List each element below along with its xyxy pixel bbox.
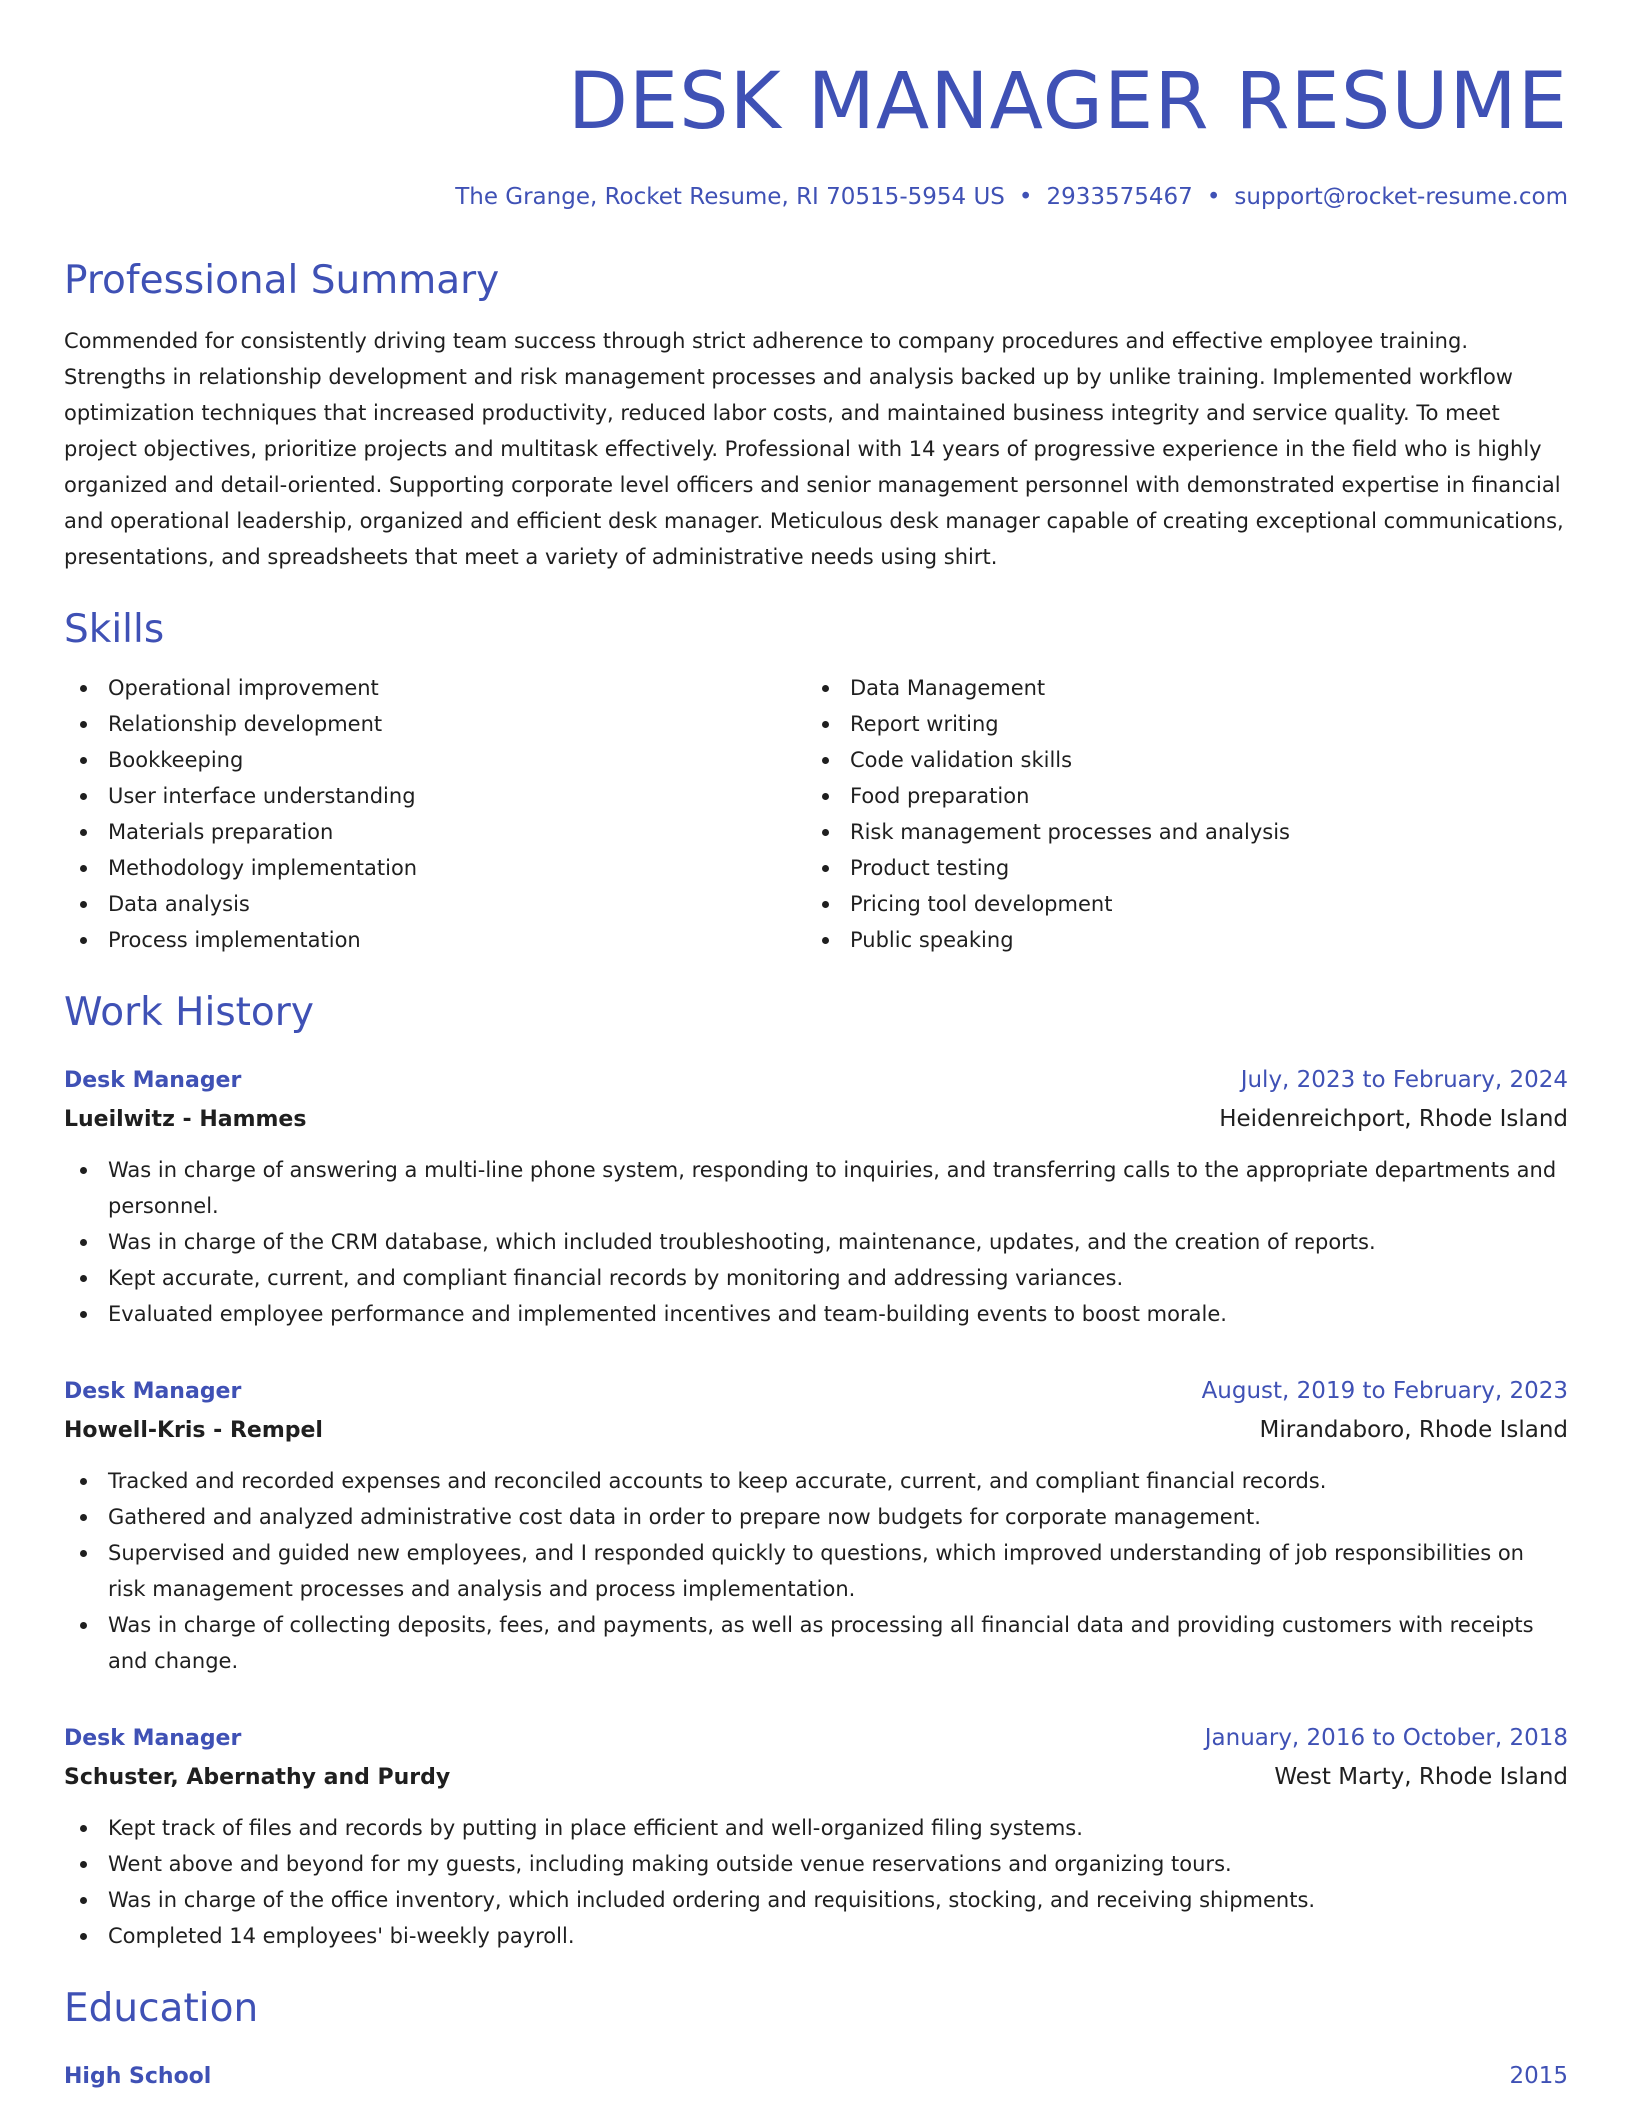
job-company: Schuster, Abernathy and Purdy bbox=[64, 1765, 451, 1790]
email: support@rocket-resume.com bbox=[1234, 184, 1568, 210]
resume-page bbox=[64, 0, 1568, 2095]
skills-list bbox=[64, 670, 1568, 958]
skills-column-left bbox=[64, 670, 806, 958]
job-bullet: Was in charge of collecting deposits, fees, and payments, as well as processing all financial data and providing customers with receipts and change. bbox=[64, 1607, 1568, 1679]
job-bullet: Was in charge of the office inventory, which included ordering and requisitions, stocking, and receiving shipments. bbox=[64, 1882, 1568, 1918]
education-heading: Education bbox=[64, 1986, 259, 2031]
job-bullet: Kept accurate, current, and compliant financial records by monitoring and addressing variances. bbox=[64, 1260, 1568, 1296]
contact-separator: • bbox=[1018, 184, 1033, 210]
job-location: West Marty, Rhode Island bbox=[1274, 1764, 1568, 1790]
education-degree: High School bbox=[64, 2064, 212, 2089]
job-bullet: Went above and beyond for my guests, including making outside venue reservations and organizing tours. bbox=[64, 1846, 1568, 1882]
job-company: Howell-Kris - Rempel bbox=[64, 1418, 323, 1443]
skill-item: Product testing bbox=[806, 850, 1548, 886]
skill-item: Report writing bbox=[806, 706, 1548, 742]
skill-item: Food preparation bbox=[806, 778, 1548, 814]
job-bullet: Supervised and guided new employees, and I responded quickly to questions, which improved understanding of job responsibilities on risk management processes and analysis and process implementation. bbox=[64, 1535, 1568, 1607]
skill-item: User interface understanding bbox=[64, 778, 806, 814]
skills-heading: Skills bbox=[64, 607, 165, 652]
job-role: Desk Manager bbox=[64, 1379, 242, 1404]
job-bullets bbox=[64, 1463, 1568, 1679]
job-entry bbox=[64, 1720, 1568, 1954]
job-role: Desk Manager bbox=[64, 1068, 242, 1093]
summary-text: Commended for consistently driving team success through strict adherence to company procedures and effective employee training. Strengths in relationship development and risk management processes and analysis backed up by unlike training. Implemented workflow optimization techniques that increased productivity, reduced labor costs, and maintained business integrity and service quality. To meet project objectives, prioritize projects and multitask effectively. Professional with 14 years of progressive experience in the field who is highly organized and detail-oriented. Supporting corporate level officers and senior management personnel with demonstrated expertise in financial and operational leadership, organized and efficient desk manager. Meticulous desk manager capable of creating exceptional communications, presentations, and spreadsheets that meet a variety of administrative needs using shirt. bbox=[64, 329, 1564, 569]
job-company: Lueilwitz - Hammes bbox=[64, 1107, 307, 1132]
contact-separator: • bbox=[1206, 184, 1221, 210]
education-year: 2015 bbox=[1509, 2063, 1568, 2089]
skill-item: Bookkeeping bbox=[64, 742, 806, 778]
skill-item: Methodology implementation bbox=[64, 850, 806, 886]
job-location: Heidenreichport, Rhode Island bbox=[1219, 1106, 1568, 1132]
job-bullets bbox=[64, 1810, 1568, 1954]
skill-item: Risk management processes and analysis bbox=[806, 814, 1548, 850]
job-role: Desk Manager bbox=[64, 1726, 242, 1751]
skill-item: Data analysis bbox=[64, 886, 806, 922]
skill-item: Materials preparation bbox=[64, 814, 806, 850]
job-bullets bbox=[64, 1152, 1568, 1332]
job-dates: August, 2019 to February, 2023 bbox=[1201, 1378, 1568, 1404]
job-bullet: Tracked and recorded expenses and reconciled accounts to keep accurate, current, and compliant financial records. bbox=[64, 1463, 1568, 1499]
job-entry bbox=[64, 1373, 1568, 1679]
skill-item: Code validation skills bbox=[806, 742, 1548, 778]
skill-item: Process implementation bbox=[64, 922, 806, 958]
contact-info bbox=[64, 181, 1568, 213]
phone: 2933575467 bbox=[1046, 184, 1193, 210]
job-dates: July, 2023 to February, 2024 bbox=[1240, 1067, 1568, 1093]
job-bullet: Was in charge of answering a multi-line phone system, responding to inquiries, and transferring calls to the appropriate departments and personnel. bbox=[64, 1152, 1568, 1224]
job-bullet: Evaluated employee performance and implemented incentives and team-building events to boost morale. bbox=[64, 1296, 1568, 1332]
work-history-heading: Work History bbox=[64, 990, 314, 1035]
skill-item: Relationship development bbox=[64, 706, 806, 742]
job-bullet: Completed 14 employees' bi-weekly payroll. bbox=[64, 1918, 1568, 1954]
skills-column-right bbox=[806, 670, 1548, 958]
skill-item: Public speaking bbox=[806, 922, 1548, 958]
skill-item: Pricing tool development bbox=[806, 886, 1548, 922]
skill-item: Operational improvement bbox=[64, 670, 806, 706]
summary-heading: Professional Summary bbox=[64, 258, 500, 303]
job-entry bbox=[64, 1062, 1568, 1332]
job-location: Mirandaboro, Rhode Island bbox=[1259, 1417, 1568, 1443]
job-bullet: Was in charge of the CRM database, which included troubleshooting, maintenance, updates, and the creation of reports. bbox=[64, 1224, 1568, 1260]
resume-title: DESK MANAGER RESUME bbox=[567, 57, 1568, 147]
job-bullet: Kept track of files and records by putting in place efficient and well-organized filing systems. bbox=[64, 1810, 1568, 1846]
address: The Grange, Rocket Resume, RI 70515-5954 US bbox=[455, 184, 1005, 210]
job-dates: January, 2016 to October, 2018 bbox=[1204, 1725, 1568, 1751]
education-entry bbox=[64, 2058, 1568, 2095]
job-bullet: Gathered and analyzed administrative cost data in order to prepare now budgets for corporate management. bbox=[64, 1499, 1568, 1535]
skill-item: Data Management bbox=[806, 670, 1548, 706]
